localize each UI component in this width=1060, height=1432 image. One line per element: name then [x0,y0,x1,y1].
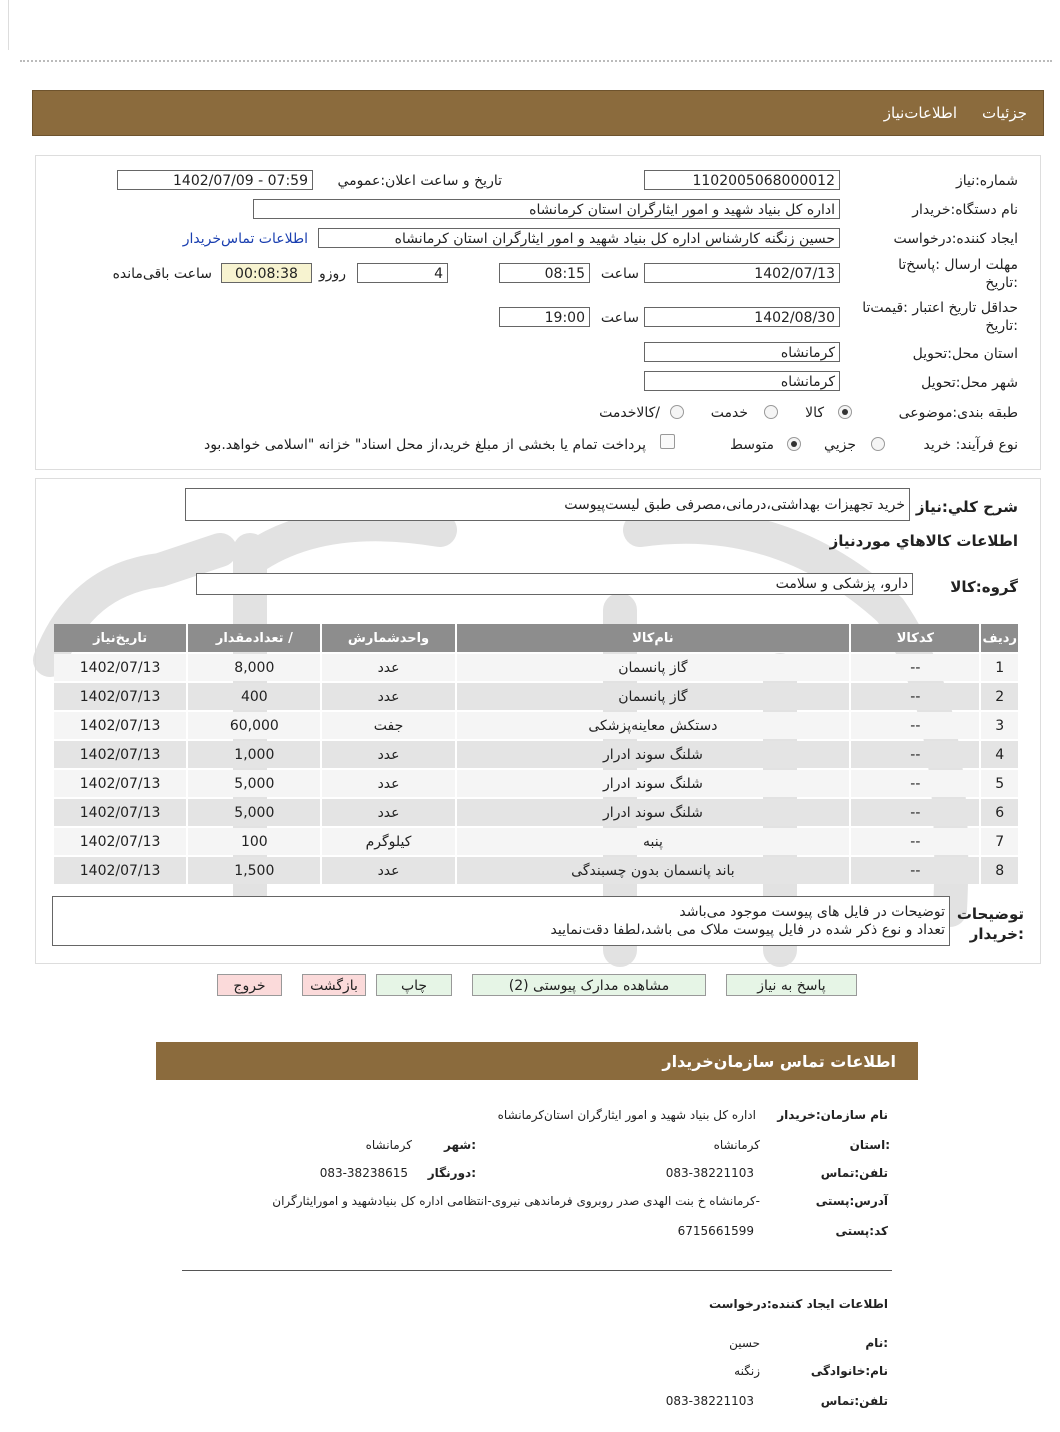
contact-divider [182,1270,892,1271]
item-code: -- [851,654,979,681]
creator-family-value: زنگنه [734,1364,760,1378]
contact-postal-value: 6715661599 [677,1224,754,1238]
item-unit: عدد [322,770,454,797]
creator-phone-label: تلفن:تماس [820,1394,888,1408]
buyer-org-field: اداره کل بنیاد شهید و امور ایثارگران استان کرمانشاه [253,199,840,219]
row-number: 4 [981,741,1018,768]
goods-table [52,622,1020,886]
tab-details[interactable]: جزئيات [982,104,1027,122]
item-code: -- [851,828,979,855]
reply-deadline-date: 1402/07/13 [644,263,840,283]
item-name: شلنگ سوند ادرار [457,770,850,797]
delivery-province-field: کرمانشاه [644,342,840,362]
reply-button[interactable]: پاسخ به نیاز [726,974,857,996]
row-number: 7 [981,828,1018,855]
item-code: -- [851,741,979,768]
creator-info-title: اطلاعات ایجاد کننده:درخواست [708,1297,888,1311]
item-name: گاز پانسمان [457,683,850,710]
row-number: 3 [981,712,1018,739]
reply-deadline-label: مهلت ارسال :پاسخ‌تا [898,257,1018,273]
contact-postal-label: کد:پستی [835,1224,888,1238]
col-unit: واحدشمارش [322,624,454,652]
summary-label: شرح کلي:نياز [915,498,1018,516]
row-number: 1 [981,654,1018,681]
days-label: روزو [318,266,346,282]
item-need-date: 1402/07/13 [54,654,186,681]
contact-phone-value: 083-38221103 [665,1166,754,1180]
row-number: 8 [981,857,1018,884]
contact-address-value: -کرمانشاه خ بنت الهدی صدر روبروی فرماندهی نیروی-انتظامی اداره کل بنیادشهید و امورایثارگران [272,1194,760,1208]
item-unit: عدد [322,857,454,884]
table-row [54,770,1018,797]
row-number: 2 [981,683,1018,710]
item-quantity: 1,000 [188,741,320,768]
row-number: 6 [981,799,1018,826]
item-code: -- [851,857,979,884]
price-validity-time: 19:00 [499,307,590,327]
item-need-date: 1402/07/13 [54,741,186,768]
contact-province-value: کرمانشاه [713,1138,760,1152]
item-quantity: 400 [188,683,320,710]
item-name: شلنگ سوند ادرار [457,741,850,768]
item-unit: عدد [322,654,454,681]
item-unit: عدد [322,799,454,826]
col-quantity: / تعدادمقدار [188,624,320,652]
table-row [54,828,1018,855]
treasury-payment-checkbox[interactable] [660,434,675,449]
process-type-label: نوع فرآیند: خرید [923,437,1018,453]
item-unit: کیلوگرم [322,828,454,855]
creator-name-label: :نام [865,1336,888,1350]
contact-section-title: اطلاعات تماس سازمان‌خریدار [662,1052,896,1071]
category-label: طبقه بندی:موضوعی [898,405,1018,421]
goods-group-field: دارو، پزشکی و سلامت [196,573,913,595]
buyer-notes-label: توضيحات [956,905,1024,923]
days-field: 4 [357,263,448,283]
item-need-date: 1402/07/13 [54,828,186,855]
buyer-notes-line-1: توضیحات در فایل های پیوست موجود می‌باشد [679,904,945,920]
delivery-province-label: استان محل:تحویل [912,346,1018,362]
price-validity-label-2: :تاریخ [985,318,1018,334]
table-row [54,712,1018,739]
item-unit: عدد [322,683,454,710]
item-code: -- [851,683,979,710]
creator-field: حسین زنگنه کارشناس اداره کل بنیاد شهید و امور ایثارگران استان کرمانشاه [318,228,840,248]
item-code: -- [851,770,979,797]
announce-datetime-label: تاریخ و ساعت اعلان:عمومي [337,173,502,189]
category-service-radio[interactable] [764,405,778,419]
item-name: پنبه [457,828,850,855]
item-code: -- [851,712,979,739]
table-row [54,683,1018,710]
item-name: گاز پانسمان [457,654,850,681]
treasury-payment-note: پرداخت تمام یا بخشی از مبلغ خرید،از محل اسناد" خزانه "اسلامی خواهد.بود [203,437,646,453]
reply-time-label: ساعت [600,266,639,282]
delivery-city-label: شهر محل:تحویل [921,375,1018,391]
buyer-notes-line-2: تعداد و نوع ذکر شده در فایل پیوست ملاک می باشد،لطفا دقت‌نمایید [550,922,945,938]
contact-province-label: :استان [849,1138,890,1152]
remaining-time-field: 00:08:38 [221,263,312,283]
table-row [54,799,1018,826]
category-goods-radio[interactable] [838,405,852,419]
reply-deadline-label-2: :تاریخ [985,275,1018,291]
contact-address-label: آدرس:پستی [815,1194,888,1208]
creator-label: ایجاد کننده:درخواست [893,231,1018,247]
item-need-date: 1402/07/13 [54,799,186,826]
creator-family-label: نام:خانوادگی [810,1364,888,1378]
buyer-org-label: نام دستگاه:خریدار [912,202,1018,218]
remaining-time-label: ساعت باقی‌مانده [112,266,212,282]
col-item-name: نام‌کالا [457,624,850,652]
dotted-divider [20,60,1052,62]
table-row [54,741,1018,768]
price-validity-label: حداقل تاریخ اعتبار :قیمت‌تا [862,300,1018,316]
category-goods-service-radio[interactable] [670,405,684,419]
col-item-code: کدکالا [851,624,979,652]
item-quantity: 5,000 [188,770,320,797]
buyer-notes-field [52,896,950,946]
item-quantity: 8,000 [188,654,320,681]
contact-section-header [156,1042,918,1080]
category-goods-service-label: /کالاخدمت [599,405,660,421]
item-name: شلنگ سوند ادرار [457,799,850,826]
process-medium-radio[interactable] [787,437,801,451]
process-medium-label: متوسط [730,437,774,453]
item-code: -- [851,799,979,826]
col-row-number: رديف [981,624,1018,652]
tab-need-info[interactable]: اطلاعات‌نياز [883,104,957,122]
need-number-field: 1102005068000012 [644,170,840,190]
goods-group-label: گروه:کالا [950,578,1018,596]
item-need-date: 1402/07/13 [54,770,186,797]
contact-org-value: اداره کل بنیاد شهید و امور ایثارگران استان‌کرمانشاه [497,1108,756,1122]
buyer-notes-label-2: :خريدار [969,925,1024,943]
item-need-date: 1402/07/13 [54,683,186,710]
buyer-contact-link[interactable]: اطلاعات تماس‌خریدار [182,231,308,247]
item-need-date: 1402/07/13 [54,857,186,884]
reply-deadline-time: 08:15 [499,263,590,283]
price-validity-date: 1402/08/30 [644,307,840,327]
summary-field: خرید تجهیزات بهداشتی،درمانی،مصرفی طبق لیست‌پیوست [185,488,910,521]
contact-phone-label: تلفن:تماس [820,1166,888,1180]
item-name: باند پانسمان بدون چسبندگی [457,857,850,884]
table-row [54,654,1018,681]
creator-name-value: حسین [729,1336,760,1350]
table-row [54,857,1018,884]
item-need-date: 1402/07/13 [54,712,186,739]
item-unit: جفت [322,712,454,739]
announce-datetime-field: 1402/07/09 - 07:59 [117,170,313,190]
table-header-row [54,624,1018,652]
exit-button[interactable]: خروج [217,974,282,996]
item-quantity: 100 [188,828,320,855]
item-quantity: 60,000 [188,712,320,739]
page-header-bar [32,90,1044,136]
print-button[interactable]: چاپ [376,974,452,996]
contact-city-value: کرمانشاه [365,1138,412,1152]
delivery-city-field: کرمانشاه [644,371,840,391]
item-unit: عدد [322,741,454,768]
col-need-date: تاريخ‌نياز [54,624,186,652]
need-number-label: شماره:نیاز [955,173,1018,189]
contact-city-label: :شهر [444,1138,476,1152]
row-number: 5 [981,770,1018,797]
process-minor-label: جزيي [824,437,856,453]
page-edge-line [8,0,9,50]
validity-time-label: ساعت [600,310,639,326]
contact-fax-label: :دورنگار [427,1166,476,1180]
contact-org-label: نام سازمان:خریدار [777,1108,888,1122]
view-attachments-button[interactable]: مشاهده مدارک پیوستی (2) [472,974,706,996]
goods-info-title: اطلاعات کالاهاي موردنياز [829,532,1018,550]
category-goods-label: کالا [805,405,824,421]
category-service-label: خدمت [710,405,748,421]
item-quantity: 5,000 [188,799,320,826]
contact-fax-value: 083-38238615 [319,1166,408,1180]
creator-phone-value: 083-38221103 [665,1394,754,1408]
item-name: دستکش معاینه‌پزشکی [457,712,850,739]
process-minor-radio[interactable] [871,437,885,451]
item-quantity: 1,500 [188,857,320,884]
back-button[interactable]: بازگشت [302,974,366,996]
